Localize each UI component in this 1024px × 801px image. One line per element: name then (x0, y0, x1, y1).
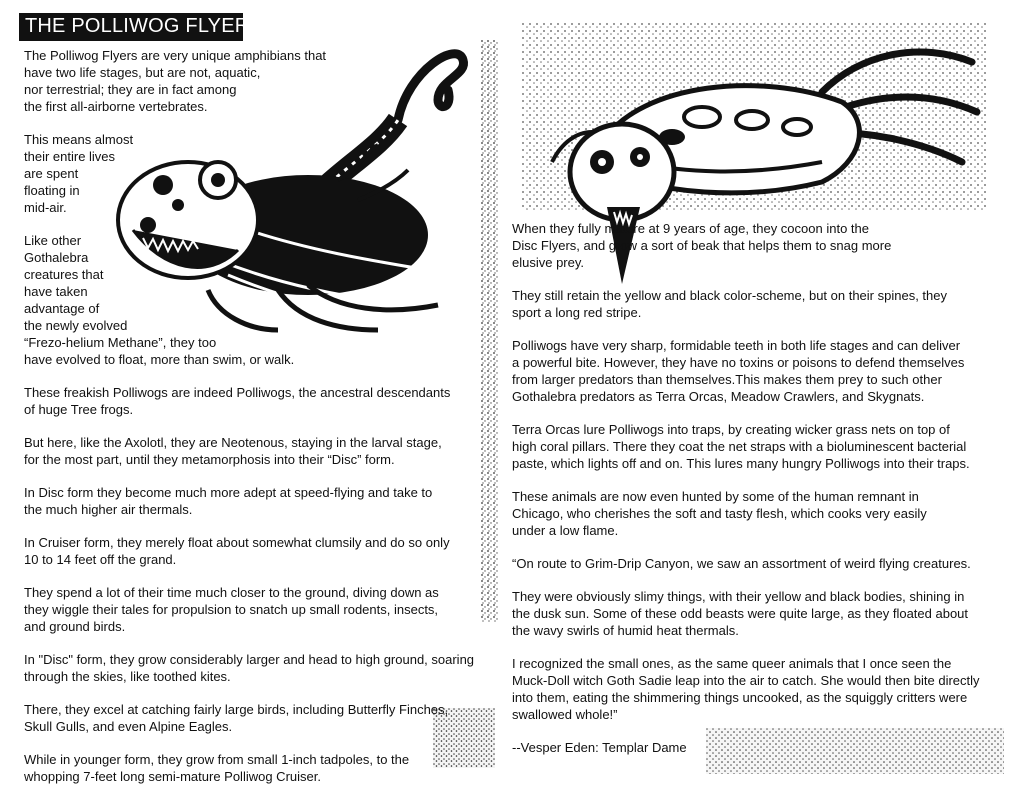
paragraph: Terra Orcas lure Polliwogs into traps, by creating wicker grass nets on top of high coral pillars. There they coat the net straps with a bioluminescent bacterial paste, which lights off and on. This lures many hungry Polliwogs into their traps. (512, 422, 970, 471)
paragraph: When they fully mature at 9 years of age, they cocoon into the Disc Flyers, and grow a sort of beak that helps them to snag more elusive prey. (512, 221, 892, 270)
paragraph: I recognized the small ones, as the same queer animals that I once seen the Muck-Doll witch Goth Sadie leap into the air to catch. She would then bite directly into them, eating the shimmering things uncooked, as the squiggly critters were swallowed whole!” (512, 656, 980, 722)
paragraph: These animals are now even hunted by some of the human remnant in Chicago, who cherishes the soft and tasty flesh, which cooks very easily under a low flame. (512, 489, 927, 538)
paragraph: Like other Gothalebra creatures that have taken advantage of the newly evolved “Frezo-helium Methane”, they too have evolved to float, more than swim, or walk. (24, 233, 295, 367)
paragraph: There, they excel at catching fairly large birds, including Butterfly Finches, Skull Gulls, and even Alpine Eagles. (24, 702, 449, 734)
paragraph: In Cruiser form, they merely float about somewhat clumsily and do so only 10 to 14 feet off the grand. (24, 535, 450, 567)
paragraph: In Disc form they become much more adept at speed-flying and take to the much higher air thermals. (24, 485, 433, 517)
paragraph: These freakish Polliwogs are indeed Polliwogs, the ancestral descendants of huge Tree frogs. (24, 385, 451, 417)
paragraph: This means almost their entire lives are spent floating in mid-air. (24, 132, 134, 215)
paragraph: The Polliwog Flyers are very unique amphibians that have two life stages, but are not, aquatic, nor terrestrial; they are in fact among the first all-airborne vertebrates. (24, 48, 327, 114)
paragraph: In "Disc" form, they grow considerably larger and head to high ground, soaring through the skies, like toothed kites. (24, 652, 475, 684)
attribution: --Vesper Eden: Templar Dame (512, 740, 687, 755)
paragraph: But here, like the Axolotl, they are Neotenous, staying in the larval stage, for the most part, until they metamorphosis into their “Disc” form. (24, 435, 442, 467)
paragraph: Polliwogs have very sharp, formidable teeth in both life stages and can deliver a powerful bite. However, they have no toxins or poisons to defend themselves from larger predators than themselves.This makes them prey to such other Gothalebra predators as Terra Orcas, Meadow Crawlers, and Skygnats. (512, 338, 965, 404)
paragraph: While in younger form, they grow from small 1-inch tadpoles, to the whopping 7-feet long semi-mature Polliwog Cruiser. (24, 752, 410, 784)
right-text-column (512, 220, 992, 772)
page-title: THE POLLIWOG FLYERS (25, 15, 263, 37)
paragraph: They were obviously slimy things, with their yellow and black bodies, shining in the dusk sun. Some of these odd beasts were quite large, as they floated about the wavy swirls of humid heat thermals. (512, 589, 969, 638)
paragraph: They still retain the yellow and black color-scheme, but on their spines, they sport a long red stripe. (512, 288, 947, 320)
paragraph: “On route to Grim-Drip Canyon, we saw an assortment of weird flying creatures. (512, 556, 971, 571)
left-text-column (24, 47, 484, 801)
paragraph: They spend a lot of their time much closer to the ground, diving down as they wiggle their tales for propulsion to snatch up small rodents, insects, and ground birds. (24, 585, 439, 634)
